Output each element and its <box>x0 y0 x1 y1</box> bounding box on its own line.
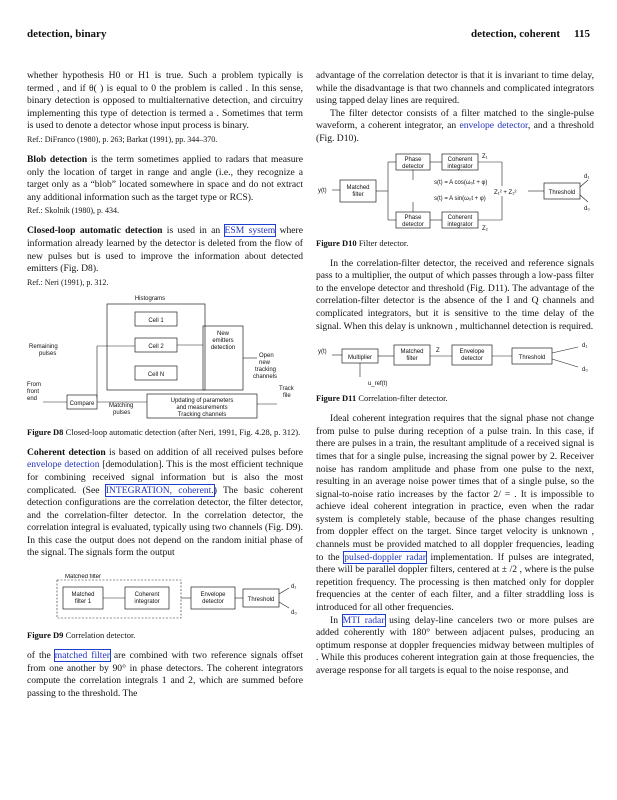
caption-d9-label: Figure D9 <box>27 630 64 641</box>
d9-env-1: Envelope <box>200 592 226 599</box>
d9-ci-2: integrator <box>134 599 160 606</box>
figure-d8 <box>27 294 303 422</box>
closed-loop-text-a: is used in an <box>162 225 225 237</box>
figure-d9-diagram <box>27 574 303 622</box>
d8-track-1: Track <box>279 385 294 392</box>
binary-detection-ref: Ref.: DiFranco (1980), p. 263; Barkat (1991), pp. 344–370. <box>27 134 218 144</box>
d11-threshold: Threshold <box>518 355 546 362</box>
d8-from-2: front <box>27 388 40 395</box>
page-header <box>27 28 590 44</box>
blob-detection-text: is the term sometimes applied to radars that measure only the location of target in range and angle (i.e., they recognize a target only as a “blob” located somewhere in space and do not extract any additional information such as the target type or RCS). <box>27 153 303 203</box>
d8-open-3: tracking <box>255 366 277 373</box>
d8-track-2: file <box>283 392 291 399</box>
envelope-detection-link[interactable]: envelope detection <box>27 459 100 471</box>
d10-pd-bot-1: Phase <box>404 214 422 221</box>
caption-d9-text: Correlation detector. <box>63 630 136 641</box>
d11-env-2: detector <box>461 356 483 363</box>
d11-env-1: Envelope <box>459 349 485 356</box>
caption-d8 <box>27 427 303 438</box>
d8-new-emitters-2: emitters <box>212 337 234 344</box>
closed-loop-ref: Ref.: Neri (1991), p. 312. <box>27 277 109 287</box>
caption-d11 <box>316 393 594 404</box>
d10-ci-top-2: integrator <box>447 163 473 170</box>
d11-z: Z <box>436 348 440 355</box>
closed-loop-text-b: where information already learned by the detector is deleted from the flow of new pulses but is used to improve the information about detected emitters (Fig. D8). <box>27 225 303 275</box>
closed-loop-entry <box>27 225 303 275</box>
d8-compare: Compare <box>69 400 95 407</box>
caption-d8-text: Closed-loop automatic detection (after Neri, 1991, Fig. 4.28, p. 312). <box>63 426 301 437</box>
d8-cell1: Cell 1 <box>148 317 164 324</box>
coherent-detection-term: Coherent detection <box>27 446 106 458</box>
figure-d10 <box>316 150 594 232</box>
ideal-coherent-paragraph <box>316 413 594 615</box>
d8-remaining-2: pulses <box>39 350 57 357</box>
d11-yt: y(t) <box>318 349 327 356</box>
d11-uref: u_ref(t) <box>368 381 388 388</box>
caption-d10 <box>316 238 594 249</box>
d10-d1: d₁ <box>584 173 590 180</box>
d8-new-emitters-1: New <box>216 330 230 337</box>
d8-open-2: new <box>259 359 271 366</box>
p4-text-a: Ideal coherent integration requires that the signal phase not change from pulse to pulse during reception of a pulse train. In this case, if there are pulses in a train, the resultant amplitude of a received signal is times that for a single pulse, increasing the signal power by 2. Receiver noise has random amplitude and phase from one pulse to the next, resulting in an average noise power times that of a single pulse, so the signal-to-noise ratio increases by the factor 2/ = . It is impossible to achieve ideal coherent integration in practice, even when the radar system is completely stable, because of the phase changes resulting from doppler effect on the target. Since target velocity is unknown , channels must be provided matched to all doppler frequencies, leading to the <box>316 413 594 563</box>
d8-remaining-1: Remaining <box>29 343 58 350</box>
bottom-text-b: are combined with two reference signals offset from one another by 90° in phase detectors. The coherent integrators compute the correlation integrals 1 and 2, which are summed before passing to the threshold. The <box>27 650 303 699</box>
d10-ref2: s(t) = A sin(ω₀t + φ) <box>434 195 486 202</box>
blob-detection-entry <box>27 154 303 204</box>
d10-z2: Z₂ <box>482 225 488 232</box>
d8-matching-1: Matching <box>109 402 134 409</box>
filter-detector-paragraph <box>316 108 594 146</box>
p2-text-b: , and a threshold (Fig. D10). <box>316 120 594 144</box>
envelope-detector-link[interactable]: envelope detector <box>459 120 528 132</box>
header-left-term: detection, binary <box>27 28 107 40</box>
d10-d0: d₀ <box>584 205 590 212</box>
figure-d8-diagram <box>27 294 303 422</box>
d9-mf1-1: Matched <box>71 592 95 599</box>
d11-mult: Multiplier <box>347 355 373 362</box>
closed-loop-term: Closed-loop automatic detection <box>27 225 163 237</box>
caption-d11-text: Correlation-filter detector. <box>356 393 448 404</box>
figure-d10-diagram <box>316 150 594 232</box>
figure-d9 <box>27 574 303 622</box>
d8-open-1: Open <box>259 352 274 359</box>
caption-d10-text: Filter detector. <box>356 237 409 248</box>
d8-updating-2: and measurements <box>176 404 228 411</box>
d9-env-2: detector <box>202 599 224 606</box>
d8-new-emitters-3: detection <box>210 344 236 351</box>
d9-matched-filter-top: Matched filter <box>65 574 102 581</box>
d10-ci-top-1: Coherent <box>447 156 473 163</box>
mti-radar-link[interactable]: MTI radar <box>342 614 385 626</box>
d10-ci-bot-2: integrator <box>447 221 473 228</box>
d10-z1: Z₁ <box>482 153 488 160</box>
d8-celln: Cell N <box>147 371 165 378</box>
d9-d0: d₀ <box>291 610 297 617</box>
d8-matching-2: pulses <box>113 409 131 416</box>
blob-detection-term: Blob detection <box>27 153 88 165</box>
matched-filter-link[interactable]: matched filter <box>54 650 110 662</box>
left-column <box>27 70 303 700</box>
d10-sum: Z₁² + Z₂² <box>494 189 517 196</box>
d8-tracking: Tracking channels <box>177 411 227 418</box>
p4-text-b: implementation. If pulses are integrated, there will be parallel doppler filters, centered at ± /2 , where is the pulse repetition frequency. The processing is then matched only for doppler frequencies at the center of each filter, and a filter straddling loss is introduced for all other frequencies. <box>316 551 594 614</box>
d9-threshold: Threshold <box>247 597 275 604</box>
d10-mf-1: Matched <box>346 184 370 191</box>
d9-d1: d₁ <box>291 584 297 591</box>
figure-d11-diagram <box>316 341 594 387</box>
pulsed-doppler-radar-link[interactable]: pulsed-doppler radar <box>344 551 426 563</box>
d10-mf-2: filter <box>352 191 364 198</box>
d10-pd-bot-2: detector <box>402 221 424 228</box>
page-number: 115 <box>574 28 590 40</box>
coherent-text-c: ) The basic coherent detection configurations are the correlation detector, the filter detector, and the correlation-filter detector. In the correlation detector, the correlation integral is evaluated, typically using two channels (Fig. D9). In this case the output does not depend on the random initial phase of the signal. The signals form the output <box>27 484 304 559</box>
coherent-text-b: [demodulation]. This is the most efficient technique for combining received signal information but is also the most complicated. (See <box>27 459 303 496</box>
coherent-detection-entry <box>27 447 303 560</box>
d11-mf-2: filter <box>406 356 418 363</box>
d8-updating-1: Updating of parameters <box>170 397 234 404</box>
p5-text-b: using delay-line cancelers two or more pulses are added coherently with 180° between adjacent pulses, producing an optimum response at doppler frequencies midway between multiples of . While this produces coherent integration gain at those frequencies, the average response for all targets is equal to the noise response, and <box>316 614 595 676</box>
caption-d9 <box>27 630 303 641</box>
matched-filter-paragraph <box>27 650 303 700</box>
d9-ci-1: Coherent <box>134 592 160 599</box>
header-right-term: detection, coherent <box>471 28 560 40</box>
d11-d0: d₀ <box>582 367 588 374</box>
caption-d11-label: Figure D11 <box>316 393 357 404</box>
p2-text-a: The filter detector consists of a filter matched to the single-pulse waveform, a coherent integrator, an <box>316 107 594 132</box>
d8-cell2: Cell 2 <box>148 343 164 350</box>
right-column <box>316 70 594 678</box>
blob-detection-ref: Ref.: Skolnik (1980), p. 434. <box>27 206 119 216</box>
d10-ci-bot-1: Coherent <box>447 214 473 221</box>
integration-coherent-link[interactable]: INTEGRATION, coherent. <box>105 484 214 496</box>
mti-paragraph <box>316 615 594 678</box>
coherent-text-a: is based on addition of all received pulses before <box>105 446 304 458</box>
d8-from-1: From <box>27 381 41 388</box>
figure-d11 <box>316 341 594 387</box>
caption-d10-label: Figure D10 <box>316 237 357 248</box>
correlation-filter-paragraph: In the correlation-filter detector, the received and reference signals pass to a multiplier, the output of which passes through a low-pass filter to the envelope detector and threshold (Fig. D11). The advantage of the correlation-filter detector is the absence of the I and Q channels and complicated integrators, but it is sensitive to the time delay of the signal. When this delay is unknown , multichannel detection is required. <box>316 257 594 332</box>
d10-yt: y(t) <box>318 187 327 194</box>
d10-pd-top-2: detector <box>402 163 424 170</box>
d8-from-3: end <box>27 395 38 402</box>
d10-ref1: s(t) = A cos(ω₀t + φ) <box>434 179 488 186</box>
correlation-advantage-paragraph: advantage of the correlation detector is that it is invariant to time delay, while the disadvantage is that two channels and complicated integrators using tapped delay lines are required. <box>316 70 594 107</box>
p5-text-a: In <box>330 614 343 626</box>
d8-open-4: channels <box>253 373 278 380</box>
d9-mf1-2: filter 1 <box>74 599 92 606</box>
caption-d8-label: Figure D8 <box>27 426 64 437</box>
bottom-text-a: of the <box>27 650 55 662</box>
d10-threshold: Threshold <box>548 189 576 196</box>
binary-detection-paragraph: whether hypothesis H0 or H1 is true. Such a problem typically is termed , and if θ( ) is equal to 0 the problem is called . In this sense, binary detection is opposed to multialternative detection, and circuitry implementing this type of detection is termed a . Sometimes that term is used to denote a detector whose input process is binary. <box>27 70 303 132</box>
d8-histograms-label: Histograms <box>134 295 166 302</box>
d11-mf-1: Matched <box>400 349 424 356</box>
d11-d1: d₁ <box>582 343 588 350</box>
esm-system-link[interactable]: ESM system <box>224 225 276 237</box>
d10-pd-top-1: Phase <box>404 156 422 163</box>
